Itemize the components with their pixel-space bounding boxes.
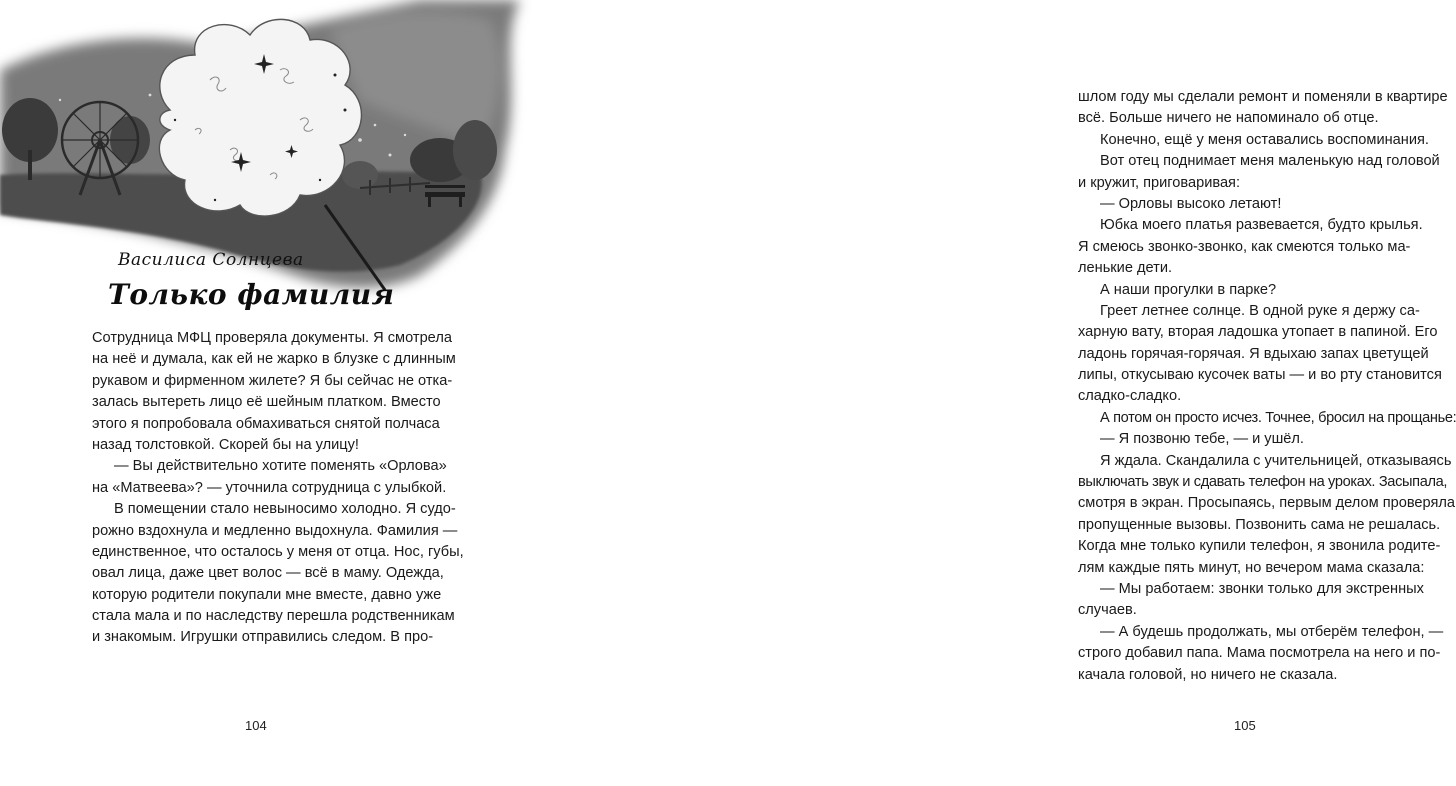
- text-line: Греет летнее солнце. В одной руке я держу са-: [1100, 302, 1420, 319]
- text-line: смотря в экран. Просыпаясь, первым делом проверяла: [1078, 495, 1456, 512]
- text-line: рожно вздохнула и медленно выдохнула. Фамилия —: [92, 522, 458, 539]
- left-page-text: [92, 328, 464, 649]
- text-line: — Вы действительно хотите поменять «Орлова»: [114, 458, 447, 475]
- text-line: харную вату, вторая ладошка утопает в папиной. Его: [1078, 324, 1438, 341]
- text-line: А потом он просто исчез. Точнее, бросил на прощанье:: [1100, 409, 1456, 426]
- text-line: этого я попробовала обмахиваться снятой полчаса: [92, 415, 440, 432]
- text-line: липы, откусываю кусочек ваты — и во рту становится: [1078, 367, 1442, 384]
- chapter-title: Только фамилия: [108, 278, 395, 311]
- text-line: залась вытереть лицо её шейным платком. Вместо: [92, 394, 441, 411]
- text-line: А наши прогулки в парке?: [1100, 281, 1277, 298]
- text-line: всё. Больше ничего не напоминало об отце.: [1078, 110, 1379, 127]
- page-number-right: 105: [1234, 718, 1256, 733]
- text-line: единственное, что осталось у меня от отца. Нос, губы,: [92, 543, 464, 560]
- text-line: и кружит, приговаривая:: [1078, 174, 1241, 191]
- text-line: качала головой, но ничего не сказала.: [1078, 666, 1338, 683]
- text-line: Юбка моего платья развевается, будто крылья.: [1100, 217, 1423, 234]
- text-line: Сотрудница МФЦ проверяла документы. Я смотрела: [92, 330, 452, 346]
- text-line: назад толстовкой. Скорей бы на улицу!: [92, 436, 359, 453]
- text-line: Конечно, ещё у меня оставались воспоминания.: [1100, 131, 1429, 148]
- text-line: стала мала и по наследству перешла родственникам: [92, 608, 455, 625]
- text-line: лям каждые пять минут, но вечером мама сказала:: [1078, 559, 1425, 576]
- text-line: — Мы работаем: звонки только для экстренных: [1100, 580, 1424, 597]
- text-line: — А будешь продолжать, мы отберём телефон, —: [1100, 623, 1444, 640]
- text-line: рукавом и фирменном жилете? Я бы сейчас не отка-: [92, 372, 453, 389]
- text-line: — Орловы высоко летают!: [1100, 195, 1282, 212]
- text-line: Когда мне только купили телефон, я звонила родите-: [1078, 538, 1441, 555]
- text-line: Я ждала. Скандалила с учительницей, отказываясь: [1100, 452, 1452, 469]
- text-line: случаев.: [1078, 602, 1137, 619]
- text-line: строго добавил папа. Мама посмотрела на него и по-: [1078, 645, 1441, 662]
- text-line: выключать звук и сдавать телефон на уроках. Засыпала,: [1078, 474, 1448, 491]
- page-number-left: 104: [245, 718, 267, 733]
- text-line: сладко-сладко.: [1078, 388, 1182, 405]
- text-line: шлом году мы сделали ремонт и поменяли в квартире: [1078, 89, 1448, 105]
- text-line: и знакомым. Игрушки отправились следом. В про-: [92, 629, 434, 646]
- text-line: которую родители покупали мне вместе, давно уже: [92, 586, 442, 603]
- text-line: Я смеюсь звонко-звонко, как смеются только ма-: [1078, 238, 1411, 255]
- author-name: Василиса Солнцева: [118, 250, 304, 270]
- text-line: Вот отец поднимает меня маленькую над головой: [1100, 153, 1440, 170]
- text-line: на «Матвеева»? — уточнила сотрудница с улыбкой.: [92, 479, 447, 496]
- text-line: — Я позвоню тебе, — и ушёл.: [1100, 431, 1304, 448]
- text-line: на неё и думала, как ей не жарко в блузке с длинным: [92, 351, 456, 368]
- right-page-text: [1078, 87, 1456, 686]
- text-line: ладонь горячая-горячая. Я вдыхаю запах цветущей: [1078, 345, 1429, 362]
- text-line: овал лица, даже цвет волос — всё в маму. Одежда,: [92, 565, 444, 582]
- text-line: ленькие дети.: [1078, 260, 1173, 277]
- left-page: [0, 0, 500, 786]
- text-line: пропущенные вызовы. Позвонить сама не решалась.: [1078, 516, 1441, 533]
- right-page: [500, 0, 1456, 786]
- text-line: В помещении стало невыносимо холодно. Я судо-: [114, 501, 456, 518]
